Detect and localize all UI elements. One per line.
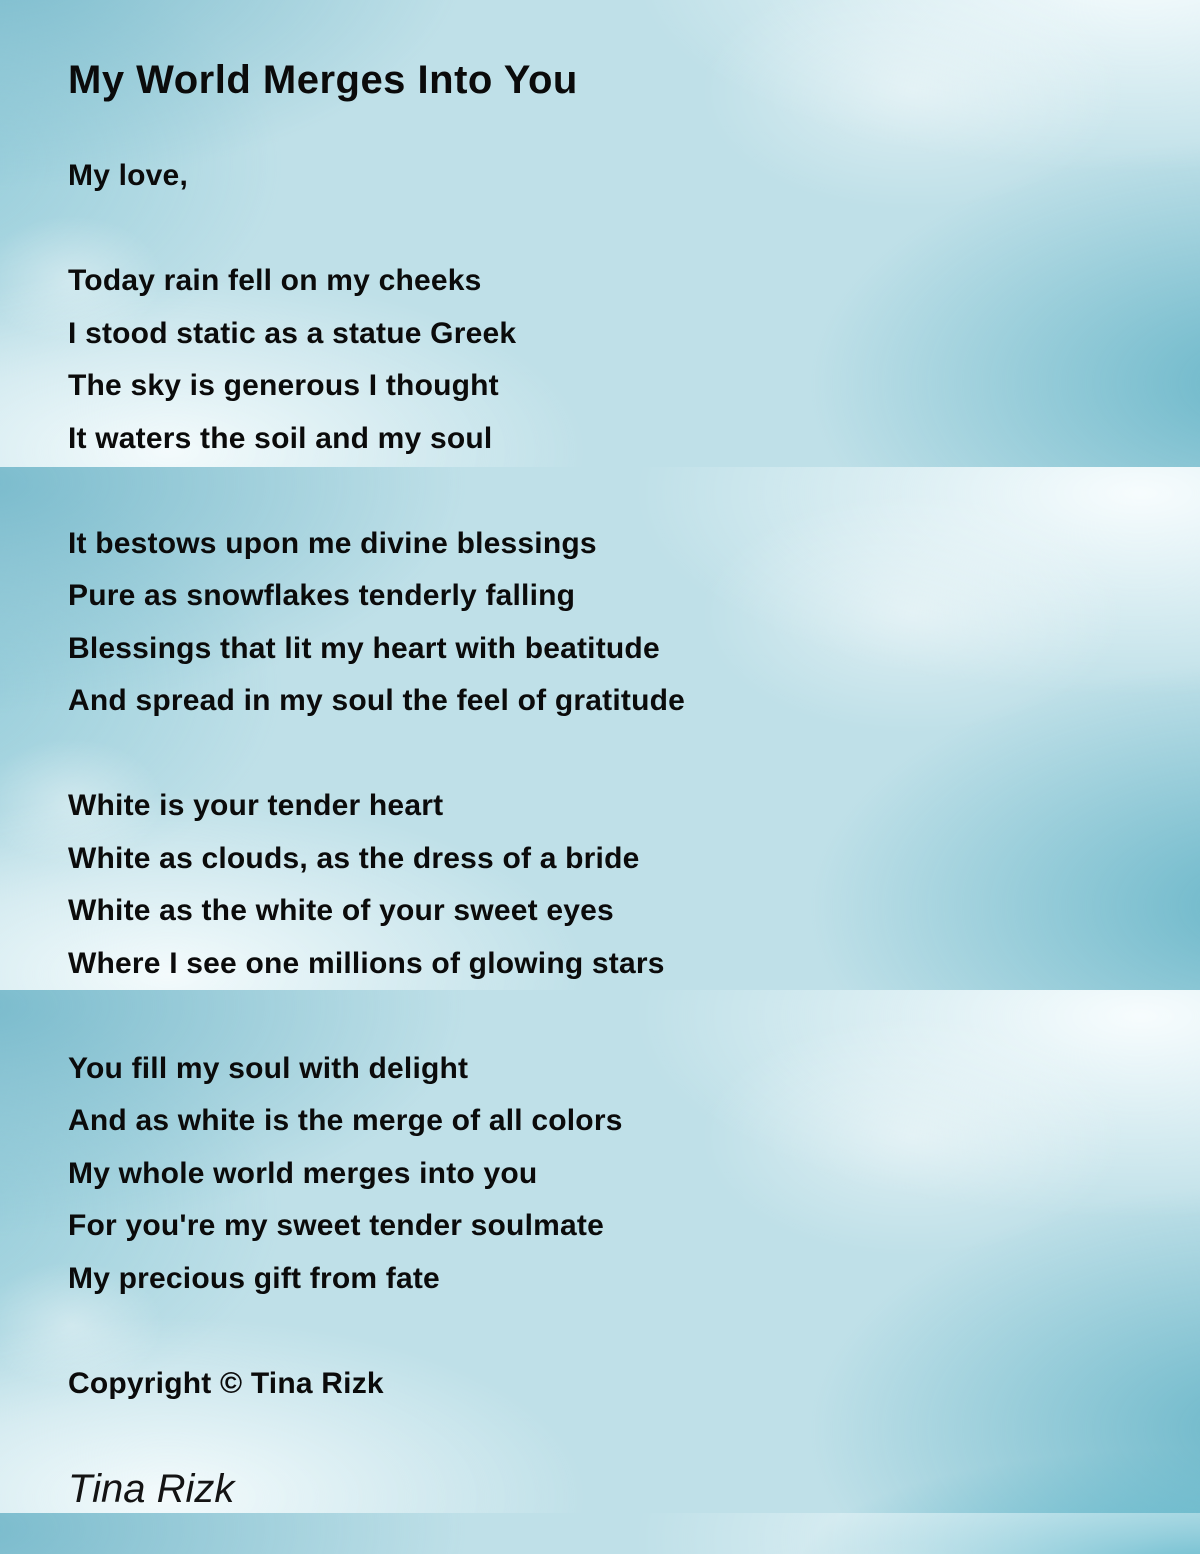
stanza-4 [68, 1043, 1160, 1306]
author-signature: Tina Rizk [68, 1466, 235, 1511]
poem-line: I stood static as a statue Greek [68, 316, 517, 350]
poem-line: Pure as snowflakes tenderly falling [68, 579, 576, 612]
copyright-notice: Copyright © Tina Rizk [68, 1366, 384, 1400]
poem-salutation: My love, [68, 159, 188, 192]
stanza-2 [68, 518, 1160, 728]
poem-line: And spread in my soul the feel of gratitude [68, 684, 686, 717]
poem-line: You fill my soul with delight [68, 1051, 469, 1085]
poem-line: White as clouds, as the dress of a bride [68, 841, 640, 875]
poem-line: It waters the soil and my soul [68, 421, 493, 455]
poem-line: My precious gift from fate [68, 1261, 440, 1295]
poem-line: My whole world merges into you [68, 1156, 538, 1190]
poem-line: Today rain fell on my cheeks [68, 264, 482, 297]
poem-line: It bestows upon me divine blessings [68, 526, 597, 560]
stanza-1 [68, 255, 1160, 465]
poem-line: Blessings that lit my heart with beatitude [68, 631, 660, 665]
poem-line: For you're my sweet tender soulmate [68, 1209, 604, 1242]
poem-title: My World Merges Into You [68, 58, 578, 102]
poem-line: White as the white of your sweet eyes [68, 894, 614, 927]
stanza-3 [68, 780, 1160, 990]
poem-line: The sky is generous I thought [68, 369, 499, 402]
poem-line: And as white is the merge of all colors [68, 1104, 623, 1137]
poem-line: Where I see one millions of glowing stars [68, 946, 665, 980]
poem-line: White is your tender heart [68, 789, 444, 822]
